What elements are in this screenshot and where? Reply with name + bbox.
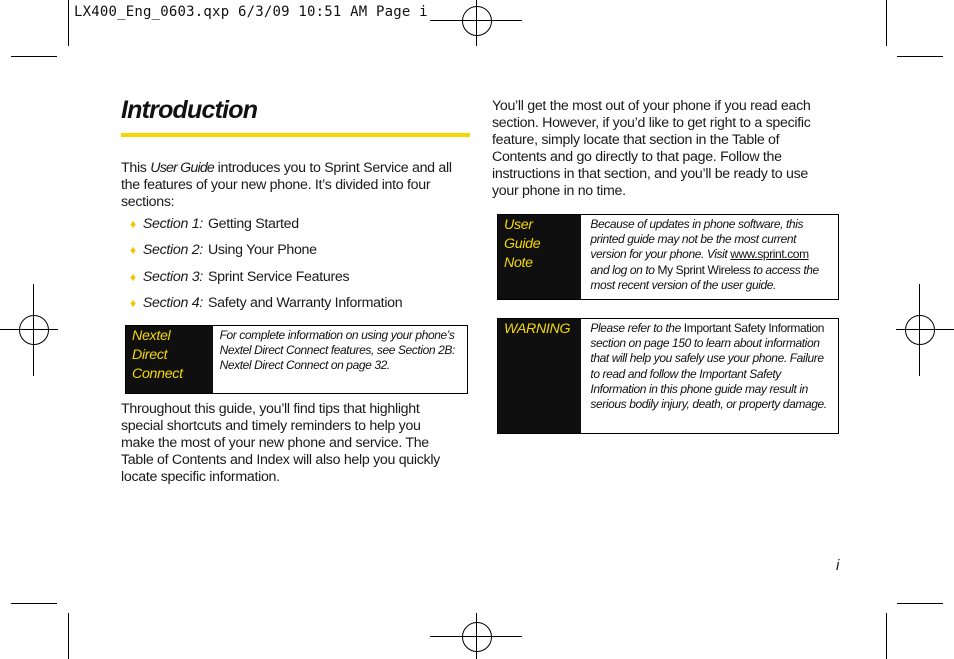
crop-mark-tl-h xyxy=(11,56,57,57)
note-text: For complete information on using your phone’s Nextel Direct Connect features, see Section 2B: Nextel Direct Connect on page 32. xyxy=(219,328,455,373)
list-item xyxy=(130,295,402,321)
registration-mark-right xyxy=(905,315,935,345)
page-number: i xyxy=(836,557,840,574)
note-label-line: User xyxy=(504,217,533,233)
intro-pre: This xyxy=(121,160,151,176)
diamond-bullet-icon: ♦ xyxy=(130,217,136,231)
list-item xyxy=(130,269,402,295)
note-label-line: Note xyxy=(504,255,533,271)
warning-text-part: Please refer to the xyxy=(590,321,684,335)
registration-mark-top xyxy=(462,6,492,36)
registration-mark-left xyxy=(19,315,49,345)
diamond-bullet-icon: ♦ xyxy=(130,243,136,258)
note-label-line: Direct xyxy=(132,347,168,363)
sprint-website-link[interactable]: www.sprint.com xyxy=(730,247,809,262)
warning-note xyxy=(497,318,839,434)
warning-text xyxy=(581,319,838,433)
section-title: Safety and Warranty Information xyxy=(207,294,403,311)
note-label-line: Nextel xyxy=(132,328,171,344)
user-guide-note xyxy=(497,214,839,300)
note-label xyxy=(498,215,581,299)
note-label-line: Connect xyxy=(132,366,183,382)
note-label-line: Guide xyxy=(504,236,541,252)
crop-mark-tr-h xyxy=(897,56,943,57)
title-underline xyxy=(121,133,470,137)
warning-label: WARNING xyxy=(498,319,581,433)
note-label xyxy=(126,326,213,393)
warning-text-part: section on page 150 to learn about information that will help you safely use your phone. Failure to read and follow the Important Safety Information in this phone guide may result in serious bodily injury, death, or property damage. xyxy=(590,336,827,412)
intro-post: introduces you to Sprint Service and all the features of your new phone. It’s divided into four sections: xyxy=(121,160,452,210)
note-text xyxy=(581,215,838,299)
section-title: Sprint Service Features xyxy=(207,268,350,285)
diamond-bullet-icon: ♦ xyxy=(130,295,136,310)
section-label: Section 3: xyxy=(142,268,203,285)
section-label: Section 4: xyxy=(142,294,203,311)
file-slug: LX400_Eng_0603.qxp 6/3/09 10:51 AM Page i xyxy=(74,4,428,20)
list-item xyxy=(130,216,402,242)
registration-line-bottom-v xyxy=(476,613,477,659)
crop-mark-bl-v xyxy=(68,613,69,659)
section-title: Getting Started xyxy=(207,216,299,232)
intro-emphasis: User Guide xyxy=(150,160,215,176)
intro-paragraph xyxy=(121,160,473,211)
my-sprint-wireless-label: My Sprint Wireless xyxy=(657,262,751,277)
section-title: Using Your Phone xyxy=(207,242,317,259)
crop-mark-br-v xyxy=(886,613,887,659)
crop-mark-br-h xyxy=(897,603,943,604)
note-text-part: to access the most recent version of the user guide. xyxy=(590,262,819,292)
registration-mark-bottom xyxy=(462,622,492,652)
section-list xyxy=(130,216,402,321)
registration-line-left-v xyxy=(33,284,34,376)
section-label: Section 2: xyxy=(142,242,203,259)
reading-advice-paragraph: You’ll get the most out of your phone if you read each section. However, if you’d like to get right to a specific feature, simply locate that section in the Table of Contents and go directly to that page. Follow the instructions in that section, and you’ll be ready to use your phone in no time. xyxy=(492,98,811,199)
important-safety-information-label: Important Safety Information xyxy=(683,321,825,335)
crop-mark-tr-v xyxy=(886,0,887,46)
crop-mark-bl-h xyxy=(11,603,57,604)
crop-mark-tl-v xyxy=(68,0,69,46)
registration-line-top-v xyxy=(476,0,477,46)
registration-line-right-h xyxy=(896,329,954,330)
tips-paragraph: Throughout this guide, you’ll find tips that highlight special shortcuts and timely reminders to help you make the most of your new phone and service. The Table of Contents and Index will also help you quickly locate specific information. xyxy=(121,401,440,485)
registration-line-right-v xyxy=(919,284,920,376)
note-text-part: and log on to xyxy=(590,262,658,277)
nextel-direct-connect-note xyxy=(125,325,468,394)
list-item xyxy=(130,242,402,268)
diamond-bullet-icon: ♦ xyxy=(130,269,136,284)
page-title: Introduction xyxy=(121,96,258,124)
registration-line-left-h xyxy=(0,329,58,330)
section-label: Section 1: xyxy=(142,216,203,232)
note-text-part: Because of updates in phone software, this printed guide may not be the most current version for your phone. Visit xyxy=(590,217,804,262)
